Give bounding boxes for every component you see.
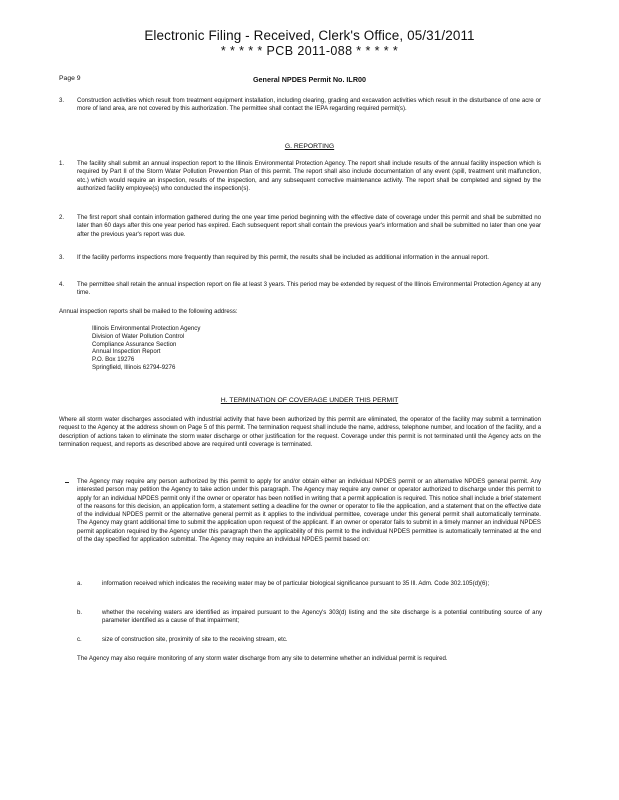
list-letter: a. bbox=[77, 580, 83, 587]
item-number: 4. bbox=[59, 281, 65, 288]
address-line: Annual Inspection Report bbox=[92, 348, 161, 356]
margin-mark bbox=[65, 482, 69, 483]
list-item-text: size of construction site, proximity of site to the receiving stream, etc. bbox=[102, 636, 288, 643]
header-case-number: * * * * * PCB 2011-088 * * * * * bbox=[220, 44, 399, 58]
list-item-text: whether the receiving waters are identified as impaired pursuant to the Agency's 303(d) listing and the site discharge is a potential contributing source of any parameter identified as a cause of that impairment; bbox=[102, 609, 542, 625]
item-number: 3. bbox=[59, 97, 65, 104]
item-text: If the facility performs inspections more frequently than required by this permit, the results shall be included as additional information in the annual report. bbox=[77, 254, 489, 261]
list-item-text: information received which indicates the receiving water may be of particular biological significance pursuant to 35 Ill. Adm. Code 302.105(d)(6); bbox=[102, 580, 490, 587]
page-label: Page 9 bbox=[59, 75, 81, 82]
address-line: Division of Water Pollution Control bbox=[92, 332, 185, 340]
address-line: Compliance Assurance Section bbox=[92, 340, 177, 348]
item-text: The permittee shall retain the annual inspection report on file at least 3 years. This period may be extended by request of the Illinois Environmental Protection Agency at any time. bbox=[77, 281, 541, 297]
address-line: Illinois Environmental Protection Agency bbox=[92, 325, 201, 332]
list-letter: c. bbox=[77, 636, 82, 643]
mail-intro: Annual inspection reports shall be mailed to the following address: bbox=[59, 308, 238, 315]
list-letter: b. bbox=[77, 609, 83, 616]
item-number: 3. bbox=[59, 254, 65, 261]
header-filing-line: Electronic Filing - Received, Clerk's Office, 05/31/2011 bbox=[144, 28, 475, 43]
item-number: 1. bbox=[59, 160, 65, 167]
termination-paragraph: Where all storm water discharges associated with industrial activity that have been authorized by this permit are eliminated, the operator of the facility may submit a termination request to the Agency at the address shown on Page 5 of this permit. The termination request shall include the name, address, telephone number, and location of the facility, and a description of actions taken to eliminate the storm water discharge or other justification for the request. Coverage under this permit is not terminated until the Agency acts on the termination request, and reports as described above are required until coverage is terminated. bbox=[59, 416, 541, 448]
address-line: Springfield, Illinois 62794-9276 bbox=[92, 363, 176, 371]
individual-permit-paragraph: The Agency may require any person authorized by this permit to apply for and/or obtain either an individual NPDES permit or an alternative NPDES general permit. Any interested person may petition the Agency to take action under this paragraph. The Agency may require any owner or operator authorized to discharge under this permit to apply for an individual NPDES permit only if the owner or operator has been notified in writing that a permit application is required. This notice shall include a brief statement of the reasons for this decision, an application form, a statement setting a deadline for the owner or operator to file the application, and a statement that on the effective date of the individual NPDES permit or the alternative general permit as it applies to the individual permittee, coverage under this general permit shall automatically terminate. The Agency may grant additional time to submit the application upon request of the applicant. If an owner or operator fails to submit in a timely manner an individual NPDES permit application required by the Agency under this paragraph then the applicability of this permit to the individual NPDES permittee is automatically terminated at the end of the day specified for application submittal. The Agency may require an individual NPDES permit based on: bbox=[77, 478, 541, 544]
item-text: Construction activities which result from treatment equipment installation, including clearing, grading and excavation activities which result in the disturbance of one acre or more of land area, are not covered by this authorization. The permittee shall contact the IEPA regarding required permit(s). bbox=[77, 97, 541, 113]
section-heading-reporting: G. REPORTING bbox=[284, 143, 335, 150]
item-text: The first report shall contain information gathered during the one year time period beginning with the effective date of coverage under this permit and shall be submitted no later than 60 days after this one year period has expired. Each subsequent report shall contain the previous year's information and shall be submitted no later than one year after the previous year's report was due. bbox=[77, 214, 541, 238]
item-text: The facility shall submit an annual inspection report to the Illinois Environmental Protection Agency. The report shall include results of the annual facility inspection which is required by Part II of the Storm Water Pollution Prevention Plan of this permit. The report shall also include documentation of any event (spill, treatment unit malfunction, etc.) which would require an inspection, results of the inspection, and any subsequent corrective maintenance activity. The report shall be completed and signed by the authorized facility employee(s) who conducted the inspection(s). bbox=[77, 160, 541, 192]
permit-title: General NPDES Permit No. ILR00 bbox=[252, 75, 367, 84]
mailing-address bbox=[92, 325, 200, 372]
section-heading-termination: H. TERMINATION OF COVERAGE UNDER THIS PERMIT bbox=[220, 397, 399, 404]
address-line: P.O. Box 19276 bbox=[92, 356, 135, 364]
closing-paragraph: The Agency may also require monitoring of any storm water discharge from any site to determine whether an individual permit is required. bbox=[77, 655, 448, 662]
item-number: 2. bbox=[59, 214, 65, 221]
